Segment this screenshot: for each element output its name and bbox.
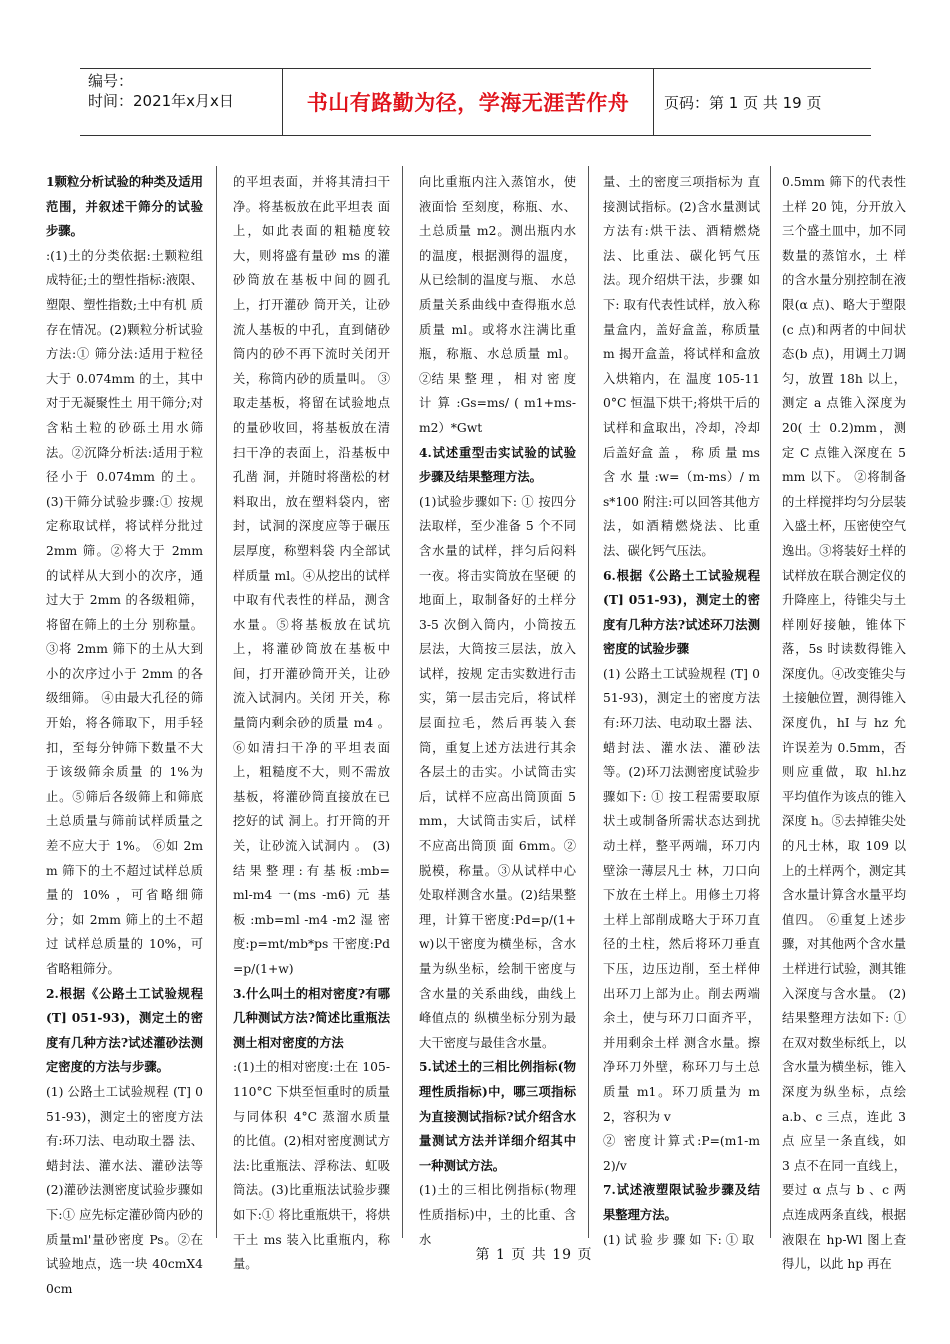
answer-paragraph: 向比重瓶内注入蒸馆水，使液面恰 至刻度，称瓶、水、土总质量 m2。测出瓶内水的温度，根据测得的温度，从已绘制的温度与瓶、 水总质量关系曲线中查得瓶水总质量 ml。或将水注满比重瓶，称瓶、水总质量 ml。 ②结 果 整 理 ， 相 对 密 度 计 算 :Gs=ms/ ( m1+ms-m2）*Gwt <box>419 175 576 435</box>
motto-text: 书山有路勤为径，学海无涯苦作舟 <box>306 91 630 115</box>
answer-paragraph: ② 密度计算式:P=(m1-m2)/v <box>603 1134 760 1173</box>
column-divider <box>770 166 771 1238</box>
answer-paragraph: :(1)土的分类依据:土颗粒组成特征;土的塑性指标:液限、塑限、塑性指数;土中有机 质存在情况。(2)颗粒分析试验方法:① 筛分法:适用于粒径大于 0.074mm 的土，其中对于无凝聚性土 用干筛分;对含粘土粒的砂砾土用水筛法。②沉降分析法:适用于粒径小于 0.074mm 的土。(3)干筛分试验步骤:① 按规定称取试样，将试样分批过 2mm 筛。②将大于 2mm 的试样从大到小的次序，通过大于 2mm 的各级粗筛，将留在筛上的土分 别称量。③将 2mm 筛下的土从大到小的次序过小于 2mm 的各级细筛。 ④由最大孔径的筛开始，将各筛取下，用手轻扣，至每分钟筛下数量不大于该级筛余质量 的 1%为止。⑤筛后各级筛上和筛底土总质量与筛前试样质量之差不应大于 1%。 ⑥如 2mm 筛下的土不超过试样总质量的 10% ，可省略细筛分；如 2mm 筛上的土不超过 试样总质量的 10%，可省略粗筛分。 <box>46 248 203 976</box>
answer-paragraph: (1)土的三相比例指标(物理性质指标)中，土的比重、含水 <box>419 1183 576 1247</box>
question-heading: 5.试述土的三相比例指标(物理性质指标)中，哪三项指标为直接测试指标?试介绍含水量测试方法并详细介绍其中一种测试方法。 <box>419 1059 576 1173</box>
page-number-label: 页码：第 1 页 共 19 页 <box>664 93 822 112</box>
answer-paragraph: (1) 试 验 步 骤 如 下: ① 取 <box>603 1232 755 1247</box>
footer-page-number: 第 1 页 共 19 页 <box>475 1247 593 1263</box>
header-motto-cell <box>282 69 654 135</box>
answer-paragraph: (1) 公路土工试验规程 (T] 051-93)，测定土的密度方法有:环刀法、电动取土器 法、蜡封法、灌水法、灌砂法等。(2)环刀法测密度试验步骤如下: ① 按工程需要取原状土或制备所需状态达到扰动土样，整平两端，环刀内壁涂一薄层凡士 林，刀口向下放在土样上。用修土刀将土样上部削成略大于环刀直径的土柱，然后将环刀垂直下压，边压边削，至土样伸出环刀上部为止。削去两端余土，使与环刀口面齐平，并用剩余土样 测含水量。擦净环刀外壁，称环刀与土总质量 m1。环刀质量为 m2，容积为 v <box>603 666 760 1124</box>
text-column-4 <box>603 170 760 1247</box>
text-column-2 <box>233 170 390 1272</box>
question-heading: 2.根据《公路土工试验规程(T] 051-93)，测定土的密度有几种方法?试述灌砂法测定密度的方法与步骤。 <box>46 985 203 1075</box>
column-divider <box>216 166 217 1238</box>
text-column-1 <box>46 170 203 1296</box>
answer-paragraph: 的平坦表面，并将其清扫干净。将基板放在此平坦表 面上，如此表面的粗糙度较大，则将盛有量砂 ms 的灌砂筒放在基板中间的圆孔上，打开灌砂 筒开关，让砂流人基板的中孔，直到储砂筒内的砂不再下流时关闭开关，称筒内砂的质量叫。 ③取走基板，将留在试验地点的量砂收回，将基板放在清扫干净的表面上，沿基板中孔凿 洞，并随时将凿松的材料取出，放在塑料袋内，密封，试洞的深度应等于碾压层厚度，称塑料袋 内全部试样质量 ml。④从挖出的试样中取有代表性的样品，测含水量。⑤将基板放在试坑上，将灌砂筒放在基板中间，打开灌砂筒开关，让砂流入试洞内。关闭 开关，称量筒内剩余砂的质量 m4 。⑥如清扫干净的平坦表面上，粗糙度不大，则不需放基板，将灌砂筒直接放在已挖好的试 洞上。打开筒的开关，让砂流入试洞内 。 (3) 结 果 整 理 : 有 基 板 :mb=ml-m4 一(ms -m6) 元 基 板 :mb=ml -m4 -m2 湿 密 度:p=mt/mb*ps 干密度:Pd=p/(1+w) <box>233 175 390 976</box>
question-heading: 4.试述重型击实试验的试验步骤及结果整理方法。 <box>419 444 576 485</box>
column-divider <box>402 166 403 1238</box>
page-header <box>80 68 871 136</box>
page-footer <box>0 1244 950 1264</box>
serial-number-label: 编号： <box>88 72 134 90</box>
question-heading: 6.根据《公路土工试验规程(T] 051-93)，测定土的密度有几种方法?试述环刀法测密度的试验步骤 <box>603 567 760 657</box>
answer-paragraph: 量、土的密度三项指标为 直接测试指标。(2)含水量测试方法有:烘干法、酒精燃烧法、比重法、碳化钙气压法。现介绍烘干法，步骤 如下: 取有代表性试样，放入称量盒内，盖好盒盖，称质量 m 揭开盒盖，将试样和盒放入烘箱内，在 温度 105-110°C 恒温下烘干;将烘干后的试样和盒取出，冷却，冷却后盖好盒 盖 ， 称 质 量 ms 含 水 量 :w=（m-ms）/ ms*100 附注:可以回答其他方法，如酒精燃烧法、比重法、碳化钙气压法。 <box>603 175 760 558</box>
text-column-3 <box>419 170 576 1247</box>
column-divider <box>588 166 589 1238</box>
header-meta-cell <box>80 69 282 135</box>
answer-paragraph: :(1)土的相对密度:土在 105-110°C 下烘至恒重时的质量与同体积 4°C 蒸溜水质量 的比值。(2)相对密度测试方法:比重瓶法、浮称法、虹吸筒法。(3)比重瓶法试验步骤如下:① 将比重瓶烘干，将烘干土 ms 装入比重瓶内，称量。 <box>233 1060 390 1272</box>
date-label: 时间：2021年x月x日 <box>88 92 234 110</box>
header-page-cell <box>654 69 871 135</box>
answer-paragraph: (1)试验步骤如下: ① 按四分法取样，至少准备 5 个不同含水量的试样，拌匀后闷料一夜。将击实筒放在坚硬 的地面上，取制备好的土样分 3-5 次倒入筒内，小筒按五层法，大筒按三层法，放入试样，按规 定击实数进行击实，第一层击完后，将试样层面拉毛，然后再装入套筒，重复上述方法进行其余 各层土的击实。小试筒击实后，试样不应高出筒顶面 5mm，大试筒击实后，试样不应高出筒顶 面 6mm。②脱模，称量。③从试样中心处取样测含水量。(2)结果整理，计算干密度:Pd=p/(1+w)以干密度为横坐标，含水量为纵坐标，绘制干密度与含水量的关系曲线，曲线上峰值点的 纵横坐标分别为最大干密度与最佳含水量。 <box>419 494 576 1050</box>
answer-paragraph: 0.5mm 筛下的代表性土样 20 饨，分开放入三个盛土皿中，加不同数量的蒸馆水，土 样的含水量分别控制在液限(α 点)、略大于塑限(c 点)和两者的中间状态(b 点)，用调土刀调 匀，放置 18h 以上，测定 a 点锥入深度为 20( 士 0.2)mm，测定 C 点锥入深度在 5mm 以下。 ②将制备的土样搅拌均匀分层装入盛土杯，压密使空气逸出。③将装好土样的试样放在联合测定仪的升降座上，待锥尖与土样刚好接触，锥体下落，5s 时读数得锥入深度仇。④改变锥尖与土接触位置，测得锥入深度仇，hI 与 hz 允许误差为 0.5mm，否则应重做，取 hl.hz 平均值作为该点的锥入深度 h。⑤去掉锥尖处的凡士林，取 109 以上的土样两个，测定其含水量计算含水量平均值四。 ⑥重复上述步骤，对其他两个含水量土样进行试验，测其锥入深度与含水量。 (2)结果整理方法如下: ① 在双对数坐标纸上，以含水量为横坐标，锥入深度为纵坐标，点绘 a.b、c 三点，连此 3 点 应呈一条直线，如 3 点不在同一直线上，要过 α 点与 b 、c 两点连成两条直线，根据液限在 hp-Wl 图上查得儿，以此 hp 再在 <box>782 175 906 1272</box>
question-heading: 3.什么叫土的相对密度?有哪几种测试方法?简述比重瓶法测土相对密度的方法 <box>233 985 390 1050</box>
question-heading: 1颗粒分析试验的种类及适用范围，并叙述干筛分的试验步骤。 <box>46 174 203 239</box>
question-heading: 7.试述液塑限试验步骤及结果整理方法。 <box>603 1182 760 1222</box>
answer-paragraph: (1) 公路土工试验规程 (T] 051-93)，测定土的密度方法有:环刀法、电动取土器 法、蜡封法、灌水法、灌砂法等(2)灌砂法测密度试验步骤如下:① 应先标定灌砂筒内砂的质量ml'量砂密度 Ps。②在试验地点，选一块 40cmX40cm <box>46 1084 203 1296</box>
text-column-5 <box>782 170 906 1272</box>
